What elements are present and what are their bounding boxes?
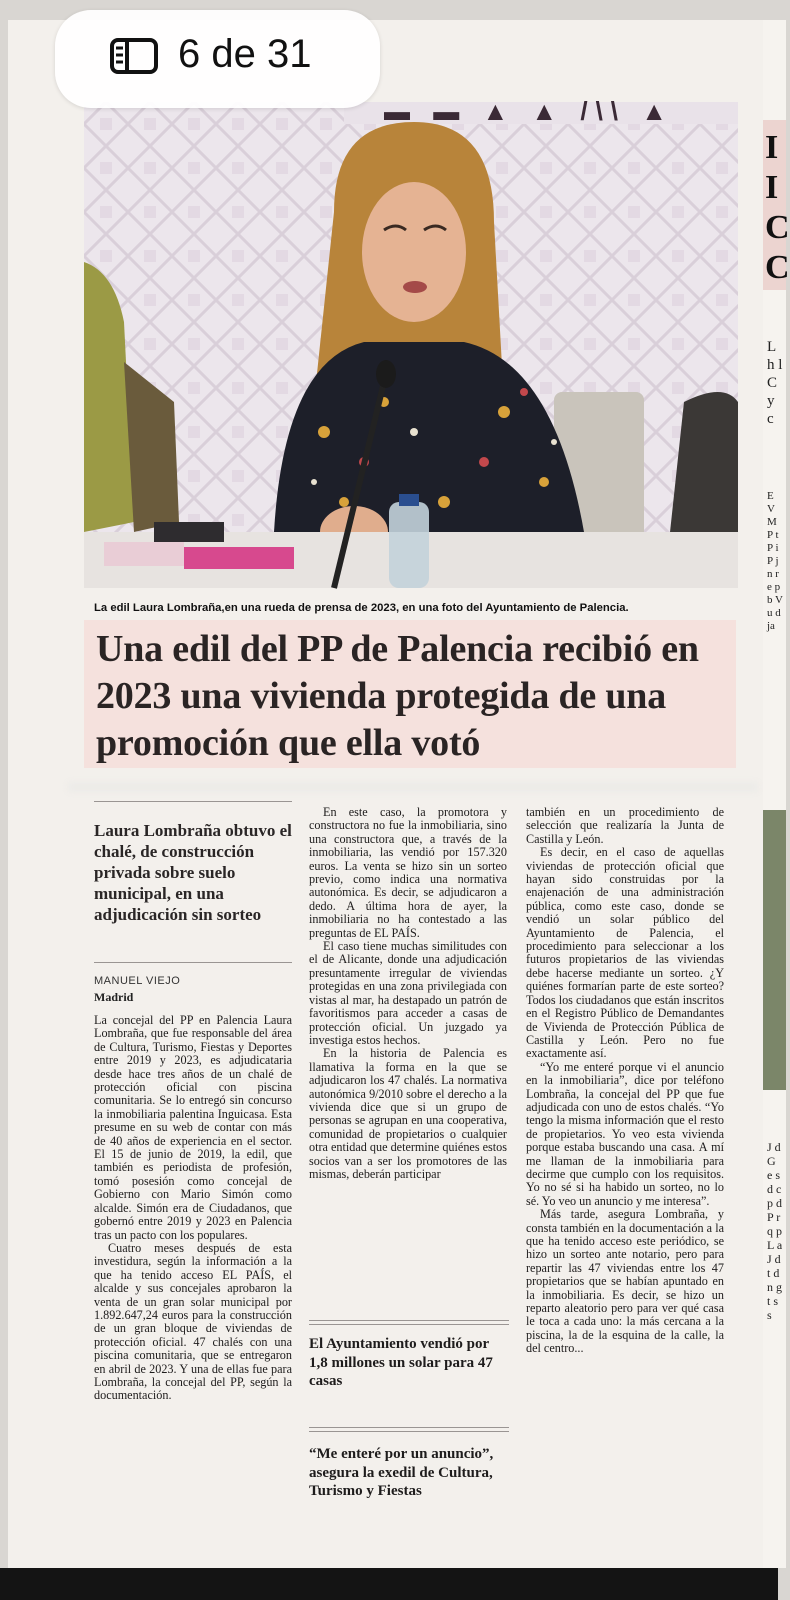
dateline-location: Madrid	[94, 990, 134, 1004]
headline: Una edil del PP de Palencia recibió en 2023 una vivienda protegida de una promoción que ella votó	[96, 628, 699, 764]
paragraph: también en un procedimiento de selección que realizaría la Junta de Castilla y León.	[526, 805, 724, 846]
paragraph: El caso tiene muchas similitudes con el de Alicante, donde una adjudicación presuntamente irregular de viviendas protegidas en una zona privilegiada con vistas al mar, ha destapado un patrón de favoritismos para acceder a casas de protección oficial. Un juzgado ya investiga estos hechos.	[309, 939, 507, 1047]
paragraph: “Yo me enteré porque vi el anuncio en la inmobiliaria”, dice por teléfono Lombraña, la concejal del PP que fue adjudicada con uno de estos chalés. “Yo tengo la misma información que el resto de propietarios. Yo veo esta vivienda porque estaba buscando una casa. A mí me llaman de la inmobiliaria para decirme que cumplo con los requisitos. Yo no sé si ha habido un sorteo, no lo sé. Yo veo un anuncio y me interesa”.	[526, 1059, 724, 1208]
article-column-2	[309, 806, 507, 1181]
adjacent-text-fragment-2: E V M P t P i P j n r e p b V u d ja	[767, 490, 783, 632]
pull-quote-rule-2b	[309, 1431, 509, 1432]
subheadline: Laura Lombraña obtuvo el chalé, de construcción privada sobre suelo municipal, en una adjudicación sin sorteo	[94, 821, 292, 924]
page-indicator-label: 6 de 31	[178, 32, 312, 76]
pull-quote-rule-1b	[309, 1324, 509, 1325]
column-rule-top-1	[94, 801, 292, 802]
column-rule-mid-1	[94, 962, 292, 963]
paragraph: La concejal del PP en Palencia Laura Lombraña, que fue responsable del área de Cultura, Turismo, Fiestas y Deportes entre 2019 y 2023, es adjudicataria desde hace tres años de un chalé de protección oficial con piscina comunitaria. Se lo entregó sin concurso la inmobiliaria palentina Inguicasa. Esta presume en su web de contar con más de 40 años de experiencia en el sector. El 15 de junio de 2019, la edil, que también es periodista de profesión, tomó posesión como concejal de Gobierno con Mario Simón como alcalde. Simón era de Ciudadanos, que gobernó entre 2019 y 2023 en Palencia tras un pacto con los populares.	[94, 1013, 292, 1242]
adjacent-text-fragment: L h l C y c	[767, 339, 783, 427]
newspaper-page	[8, 20, 790, 1568]
adjacent-page-fragment	[763, 20, 790, 1568]
pull-quote-1: El Ayuntamiento vendió por 1,8 millones un solar para 47 casas	[309, 1336, 493, 1389]
pull-quote-rule-2a	[309, 1427, 509, 1428]
paragraph: En este caso, la promotora y constructora no fue la inmobiliaria, sino una constructora que, a través de la inmobiliaria, las vendió por 157.320 euros. La venta se hizo sin un sorteo previo, como indica una normativa autonómica. Es decir, se adjudicaron a dedo. A última hora de ayer, la inmobiliaria no ha contestado a las preguntas de EL PAÍS.	[309, 805, 507, 940]
reader-pages-icon	[110, 38, 158, 74]
paragraph: Es decir, en el caso de aquellas viviendas de protección oficial que hayan sido construidas por la enajenación de una administración pública, como este caso, donde se vendió un solar público del Ayuntamiento de Palencia, el procedimiento para seleccionar a los futuros propietarios de las viviendas debe hacerse mediante un sorteo. ¿Y quiénes formarían parte de este sorteo? Todos los ciudadanos que están inscritos en el Registro Público de Demandantes de Vivienda de Protección Pública de Castilla y León. Pero no fue exactamente así.	[526, 845, 724, 1061]
pull-quote-rule-1a	[309, 1320, 509, 1321]
article-column-1	[94, 1014, 292, 1403]
adjacent-text-fragment-3: J d G e s d c p d P r q p L a J d t d n g t s s	[767, 1140, 783, 1322]
paragraph: En la historia de Palencia es llamativa la forma en la que se adjudicaron los 47 chalés. La normativa autonómica 9/2010 sobre el derecho a la vivienda dice que si un grupo de personas se agrupan en una cooperativa, comunidad de propietarios o cualquier otra entidad que determine quiénes estos socios van a ser los promotores de las mismas, deberán participar	[309, 1046, 507, 1181]
adjacent-photo	[763, 810, 786, 1090]
paragraph: Más tarde, asegura Lombraña, y consta también en la documentación a la que ha tenido acceso este periódico, se hizo un sorteo ante notario, pero para repartir las 47 viviendas entre los 47 propietarios que se habían apuntado en la inmobiliaria. Es decir, se hizo un reparto aleatorio pero para ver qué casa le toca a cada uno: la más cercana a la piscina, la de la esquina de la calle, la del centro...	[526, 1207, 724, 1356]
article-column-3	[526, 806, 724, 1356]
photo-caption: La edil Laura Lombraña,en una rueda de prensa de 2023, en una foto del Ayuntamiento de Palencia.	[94, 602, 629, 614]
svg-text:▬ ▬ ▲ ▲ /\\ ▲: ▬ ▬ ▲ ▲ /\\ ▲	[384, 96, 675, 126]
blurred-strip	[68, 782, 758, 792]
press-conference-photo	[84, 96, 738, 588]
pull-quote-2: “Me enteré por un anuncio”, asegura la exedil de Cultura, Turismo y Fiestas	[309, 1446, 494, 1499]
bottom-bar	[0, 1568, 778, 1600]
article-photo	[84, 96, 738, 588]
byline: MANUEL VIEJO	[94, 975, 181, 987]
adjacent-headline-fragment: I I C C	[765, 129, 790, 286]
paragraph: Cuatro meses después de esta investidura, según la información a la que ha tenido acceso EL PAÍS, el alcalde y sus concejales aprobaron la venta de un gran solar municipal por 1.892.647,24 euros para la construcción de un gran bloque de viviendas de protección oficial. 47 chalés con una piscina comunitaria, que se entregaron en abril de 2023. Y una de ellas fue para Lombraña, la concejal del PP, según la documentación.	[94, 1240, 292, 1403]
